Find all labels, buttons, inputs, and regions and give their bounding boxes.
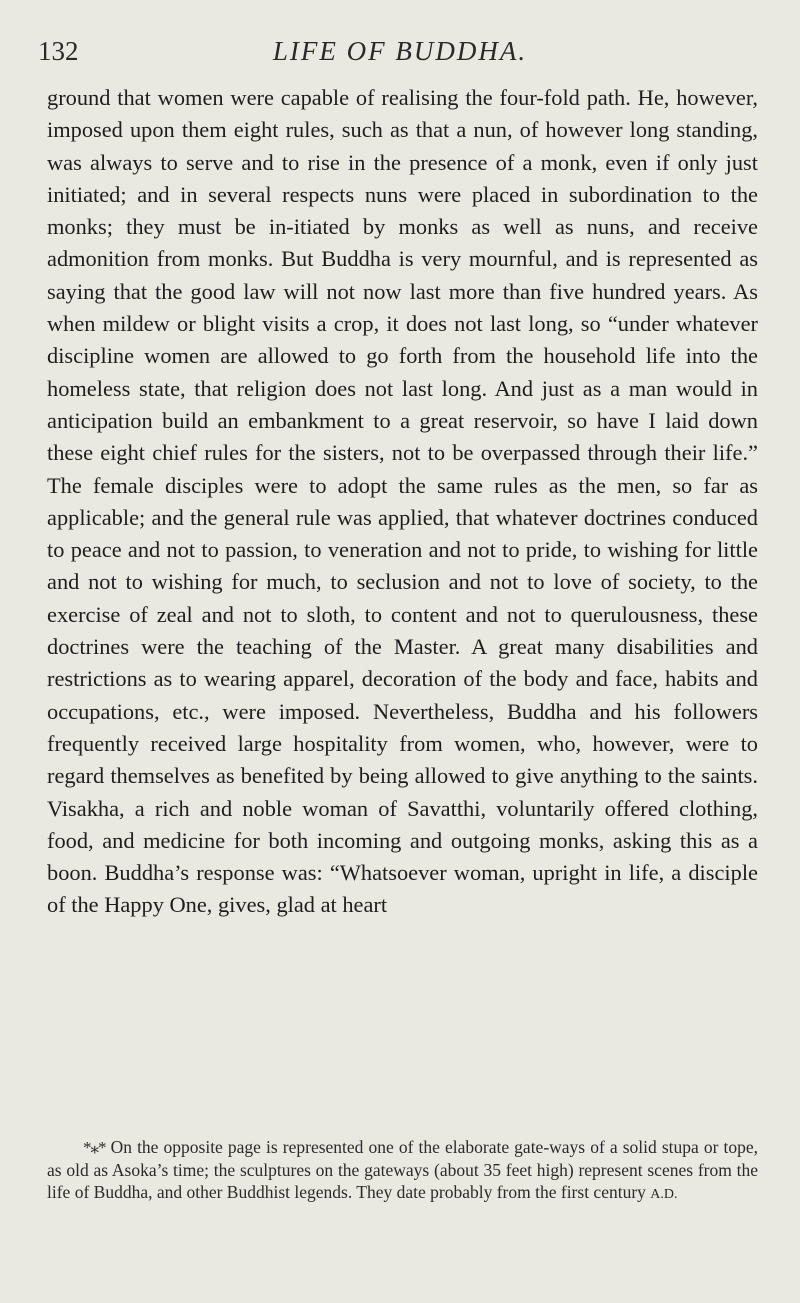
body-text bbox=[47, 82, 758, 922]
running-title: LIFE OF BUDDHA. bbox=[272, 36, 528, 66]
page-number: 132 bbox=[38, 36, 79, 66]
body-paragraph: ground that women were capable of realising the four-fold path. He, however, imposed upon them eight rules, such as that a nun, of however long standing, was always to serve and to rise in the presence of a monk, even if only just initiated; and in several respects nuns were placed in subordination to the monks; they must be in-itiated by monks as well as nuns, and receive admonition from monks. But Buddha is very mournful, and is represented as saying that the good law will not now last more than five hundred years. As when mildew or blight visits a crop, it does not last long, so “under whatever discipline women are allowed to go forth from the household life into the homeless state, that religion does not last long. And just as a man would in anticipation build an embankment to a great reservoir, so have I laid down these eight chief rules for the sisters, not to be overpassed through their life.” The female disciples were to adopt the same rules as the men, so far as applicable; and the general rule was applied, that whatever doctrines conduced to peace and not to passion, to veneration and not to pride, to wishing for little and not to wishing for much, to seclusion and not to love of society, to the exercise of zeal and not to sloth, to content and not to querulousness, these doctrines were the teaching of the Master. A great many disabilities and restrictions as to wearing apparel, decoration of the body and face, habits and occupations, etc., were imposed. Nevertheless, Buddha and his followers frequently received large hospitality from women, who, however, were to regard themselves as benefited by being allowed to give anything to the saints. Visakha, a rich and noble woman of Savatthi, voluntarily offered clothing, food, and medicine for both incoming and outgoing monks, asking this as a boon. Buddha’s response was: “Whatsoever woman, upright in life, a disciple of the Happy One, gives, glad at heart bbox=[47, 85, 758, 918]
page-header bbox=[38, 36, 762, 76]
footnote bbox=[47, 1136, 758, 1206]
footnote-era: A.D. bbox=[650, 1187, 678, 1202]
footnote-marker: *⁎* bbox=[83, 1138, 106, 1157]
footnote-text: On the opposite page is represented one of the elaborate gate-ways of a solid stupa or tope, as old as Asoka’s time; the sculptures on the gateways (about 35 feet high) represent scenes from the life of Buddha, and other Buddhist legends. They date probably from the first century bbox=[47, 1137, 758, 1202]
